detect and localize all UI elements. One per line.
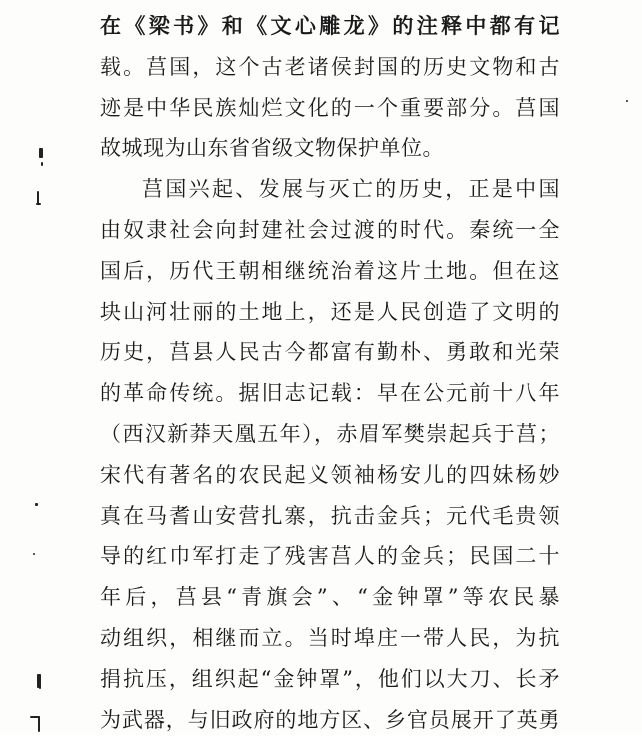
text-line: 迹是中华民族灿烂文化的一个重要部分。莒国 <box>100 95 560 120</box>
scan-artifact-mark <box>39 148 43 158</box>
scan-artifact-mark <box>36 203 41 205</box>
text-line: 为武器，与旧政府的地方区、乡官员展开了英勇 <box>100 707 560 732</box>
body-text <box>100 6 560 740</box>
text-line: （西汉新莽天凰五年），赤眉军樊崇起兵于莒； <box>100 421 560 446</box>
text-line: 块山河壮丽的土地上，还是人民创造了文明的 <box>100 299 560 324</box>
text-line: 真在马耆山安营扎寨，抗击金兵；元代毛贵领 <box>100 503 560 528</box>
scan-artifact-mark <box>626 100 628 102</box>
text-line: 动组织，相继而立。当时埠庄一带人民，为抗 <box>100 625 560 650</box>
paragraph-start-line: 莒国兴起、发展与灭亡的历史，正是中国 <box>142 177 560 202</box>
text-line: 历史，莒县人民古今都富有勤朴、勇敢和光荣 <box>100 340 560 365</box>
text-line: 由奴隶社会向封建社会过渡的时代。秦统一全 <box>100 217 560 242</box>
text-line: 年后，莒县“青旗会”、“金钟罩”等农民暴 <box>100 585 560 610</box>
text-line: 捐抗压，组织起“金钟罩”，他们以大刀、长矛 <box>100 666 560 691</box>
text-line: 国后，历代王朝相继统治着这片土地。但在这 <box>100 258 560 283</box>
text-line: 宋代有著名的农民起义领袖杨安儿的四妹杨妙 <box>100 462 560 487</box>
scan-artifact-mark <box>35 503 38 506</box>
scan-artifact-mark <box>39 686 41 689</box>
text-line: 导的红巾军打走了残害莒人的金兵；民国二十 <box>100 544 560 569</box>
scan-artifact-mark <box>41 162 43 166</box>
text-line: 故城现为山东省省级文物保护单位。 <box>100 136 444 161</box>
text-line: 在《梁书》和《文心雕龙》的注释中都有记 <box>100 13 560 38</box>
text-line: 载。莒国，这个古老诸侯封国的历史文物和古 <box>100 54 560 79</box>
scan-artifact-mark <box>38 716 40 732</box>
text-line: 的革命传统。据旧志记载：早在公元前十八年 <box>100 381 560 406</box>
scan-artifact-mark <box>33 553 35 555</box>
